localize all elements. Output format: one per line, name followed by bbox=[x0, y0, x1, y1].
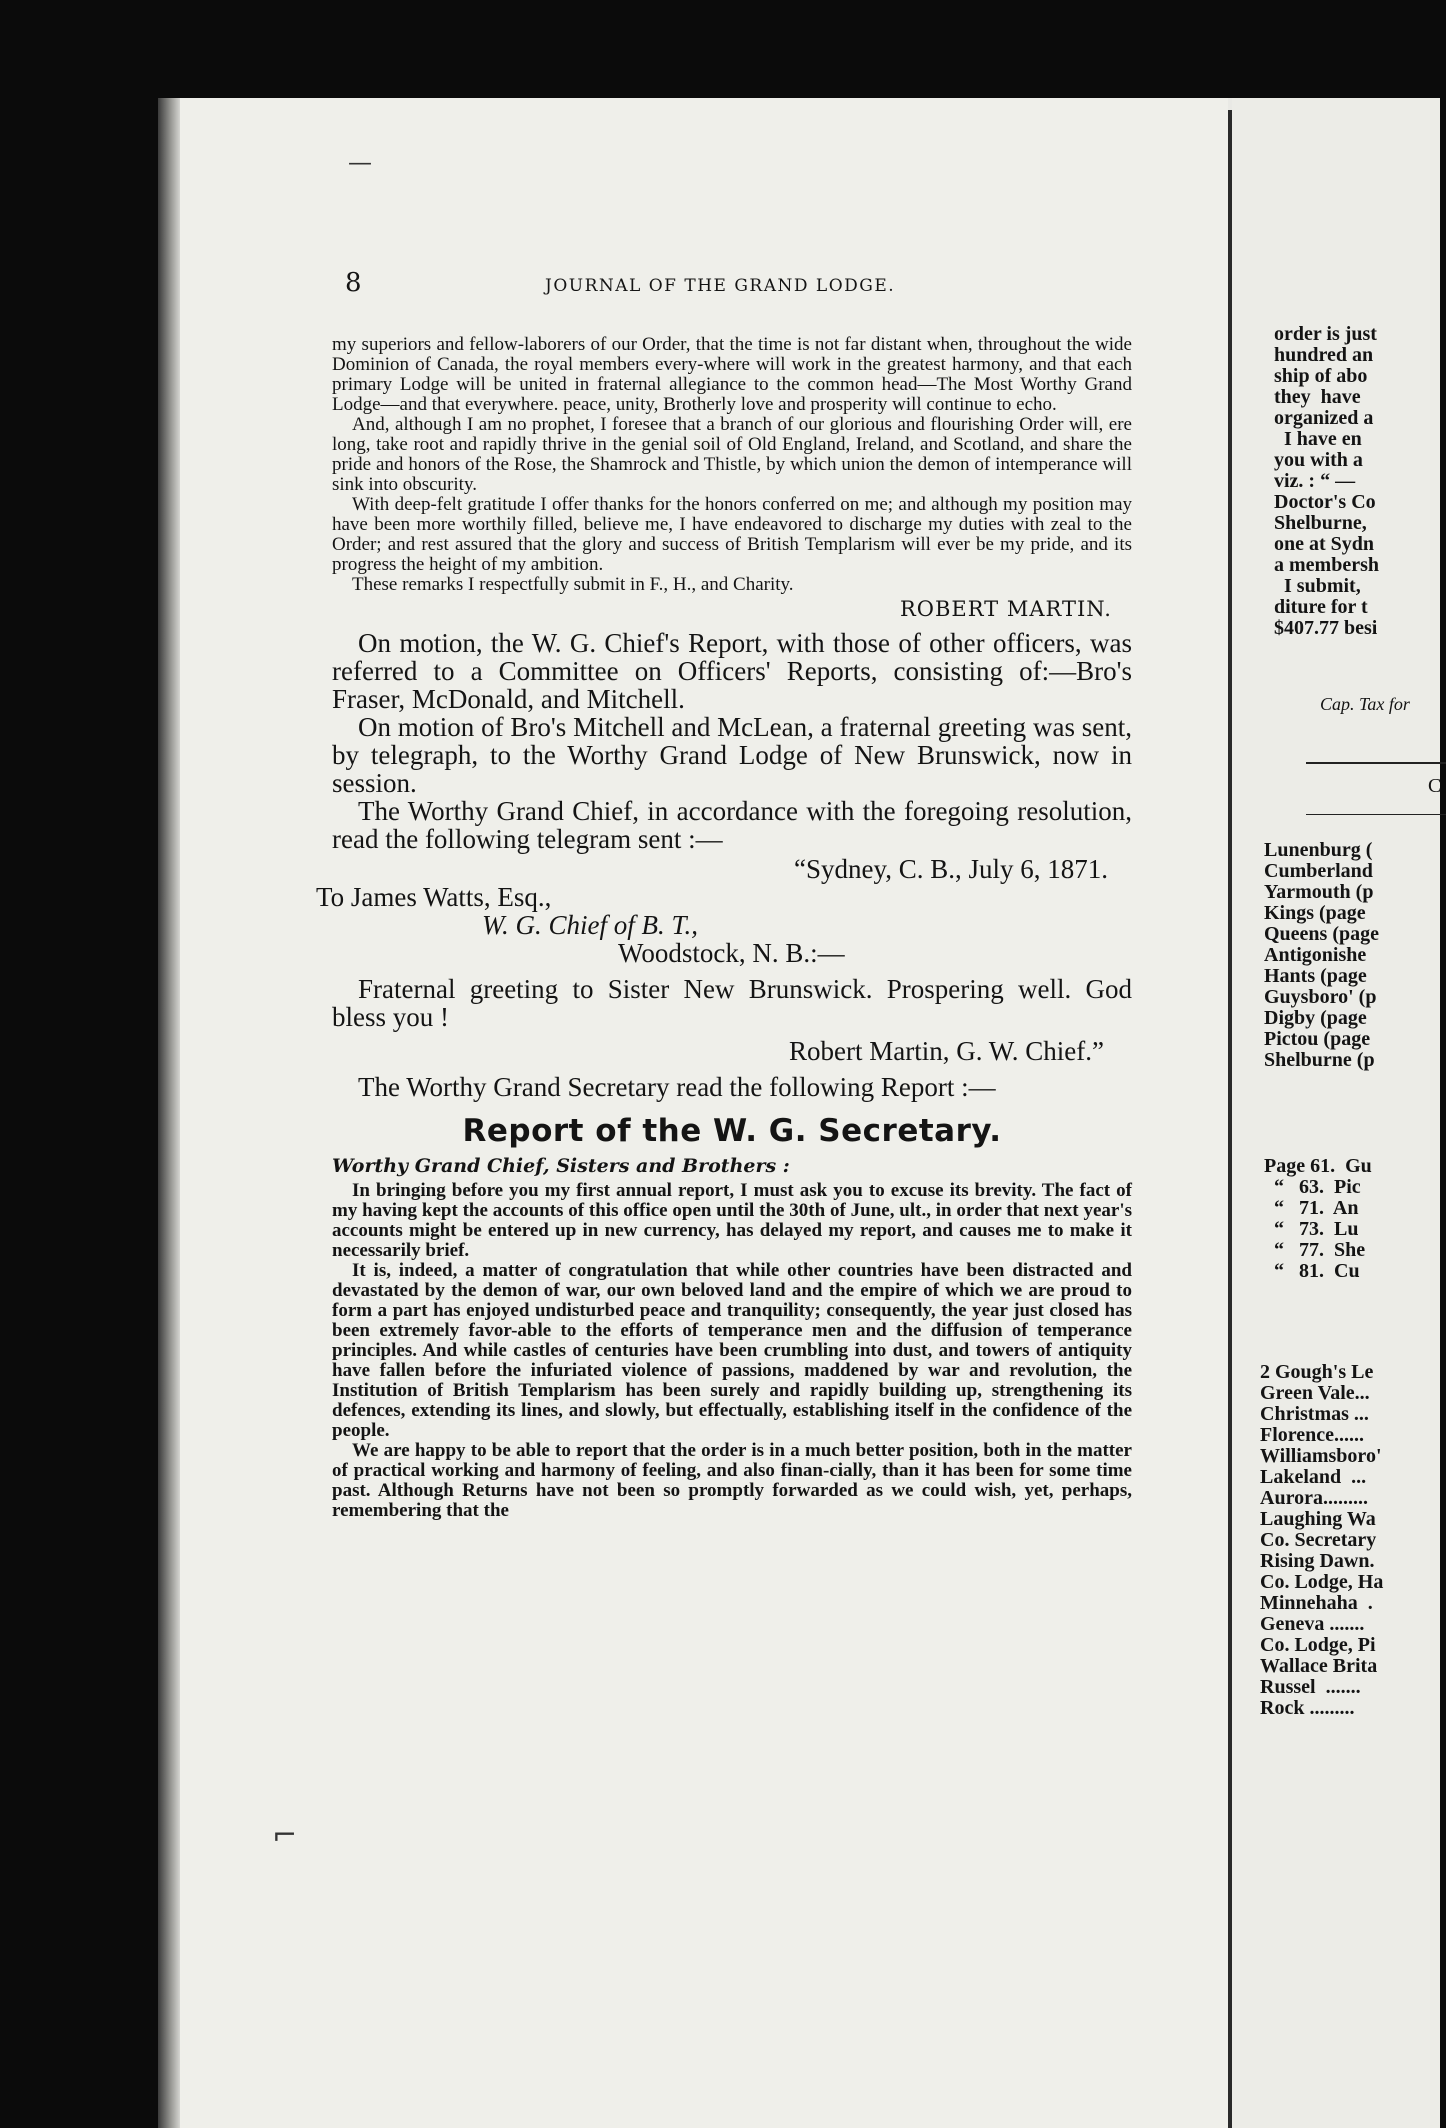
running-head: JOURNAL OF THE GRAND LODGE. bbox=[545, 276, 896, 296]
right-col-line: Laughing Wa bbox=[1260, 1508, 1376, 1530]
right-col-line: Guysboro' (p bbox=[1264, 986, 1377, 1008]
right-col-line: viz. : “ — bbox=[1274, 470, 1356, 492]
cap-tax-label: Cap. Tax for bbox=[1320, 694, 1410, 714]
left-column bbox=[316, 334, 1132, 1521]
signature: ROBERT MARTIN. bbox=[899, 597, 1112, 621]
right-col-line: Rising Dawn. bbox=[1260, 1550, 1375, 1572]
scan-mark: — bbox=[348, 148, 372, 176]
page-header bbox=[345, 268, 1135, 302]
right-col-line: Geneva ....... bbox=[1260, 1613, 1365, 1635]
salutation: Worthy Grand Chief, Sisters and Brothers : bbox=[332, 1155, 790, 1177]
addressee-place: Woodstock, N. B.:— bbox=[618, 938, 845, 968]
right-col-line: “ 81. Cu bbox=[1264, 1260, 1360, 1282]
telegram-signature: Robert Martin, G. W. Chief.” bbox=[789, 1036, 1104, 1066]
right-col-line: “ 77. She bbox=[1264, 1239, 1366, 1261]
right-col-line: Antigonishe bbox=[1264, 944, 1367, 966]
right-col-lines-c bbox=[1264, 1156, 1372, 1282]
right-col-line: organized a bbox=[1274, 407, 1374, 429]
paragraph: my superiors and fellow-laborers of our Order, that the time is not far distant when, throughout the wide Dominion of Canada, the royal members every-where will work in the greatest harmony, and that each primary Lodge will be united in fraternal allegiance to the common head—The Most Worthy Grand Lodge—and that everywhere. peace, unity, Brotherly love and prosperity will continue to echo. bbox=[332, 334, 1132, 415]
addressee-title: W. G. Chief of B. T., bbox=[482, 910, 699, 940]
right-col-line: Shelburne (p bbox=[1264, 1049, 1375, 1071]
paragraph: With deep-felt gratitude I offer thanks for the honors conferred on me; and although my position may have been more worthily filled, believe me, I have endeavored to discharge my duties with zeal to the Order; and rest assured that the glory and success of British Templarism will ever be my pride, and its progress the height of my ambition. bbox=[332, 494, 1132, 575]
right-col-line: “ 73. Lu bbox=[1264, 1218, 1359, 1240]
telegram-date: “Sydney, C. B., July 6, 1871. bbox=[793, 854, 1108, 884]
right-col-line: 2 Gough's Le bbox=[1260, 1361, 1374, 1383]
col-head: C bbox=[1428, 775, 1442, 797]
right-col-line: they have bbox=[1274, 386, 1361, 408]
right-col-line: Yarmouth (p bbox=[1264, 881, 1374, 903]
book-binding bbox=[158, 98, 180, 2128]
right-col-line: I submit, bbox=[1274, 575, 1361, 597]
right-col-line: one at Sydn bbox=[1274, 533, 1375, 555]
right-col-lines-b bbox=[1264, 840, 1379, 1071]
right-col-line: $407.77 besi bbox=[1274, 617, 1378, 639]
paragraph: It is, indeed, a matter of congratulation that while other countries have been distracted and devastated by the demon of war, our own beloved land and the empire of which we are proud to form a part has enjoyed undisturbed peace and tranquility; consequently, the year just closed has been extremely favor-able to the efforts of temperance men and the diffusion of temperance principles. And while castles of centuries have been crumbling into dust, and towers of antiquity have fallen before the infuriated violence of passions, maddened by war and revolution, the Institution of British Templarism has been surely and rapidly building up, strengthening its defences, extending its lines, and slowly, but effectually, establishing itself in the confidence of the people. bbox=[332, 1260, 1132, 1441]
right-col-line: Florence...... bbox=[1260, 1424, 1365, 1446]
right-col-line: Doctor's Co bbox=[1274, 491, 1376, 513]
right-col-line: Williamsboro' bbox=[1260, 1445, 1382, 1467]
paragraph: On motion, the W. G. Chief's Report, with those of other officers, was referred to a Committee on Officers' Reports, consisting of:—Bro's Fraser, McDonald, and Mitchell. bbox=[332, 628, 1132, 714]
right-col-line: Wallace Brita bbox=[1260, 1655, 1378, 1677]
rule bbox=[1306, 814, 1446, 815]
paragraph: These remarks I respectfully submit in F., H., and Charity. bbox=[352, 574, 794, 595]
right-col-line: diture for t bbox=[1274, 596, 1368, 618]
paragraph: In bringing before you my first annual report, I must ask you to excuse its brevity. The fact of my having kept the accounts of this office open until the 30th of June, ult., in order that next year's accounts might be entered up in new currency, has delayed my report, and causes me to make it necessarily brief. bbox=[332, 1180, 1132, 1261]
right-col-line: Cumberland bbox=[1264, 860, 1373, 882]
right-col-line: Pictou (page bbox=[1264, 1028, 1371, 1050]
page-number: 8 bbox=[345, 268, 364, 298]
right-col-line: Digby (page bbox=[1264, 1007, 1367, 1029]
report-title: Report of the W. G. Secretary. bbox=[462, 1113, 1002, 1149]
right-col-line: Page 61. Gu bbox=[1264, 1155, 1372, 1177]
page-gutter bbox=[1228, 110, 1232, 2128]
right-col-line: Russel ....... bbox=[1260, 1676, 1361, 1698]
addressee: To James Watts, Esq., bbox=[316, 882, 552, 912]
right-col-line: Christmas ... bbox=[1260, 1403, 1369, 1425]
right-col-line: I have en bbox=[1274, 428, 1362, 450]
right-col-line: a membersh bbox=[1274, 554, 1379, 576]
right-col-line: Co. Secretary bbox=[1260, 1529, 1377, 1551]
paragraph: The Worthy Grand Secretary read the following Report :— bbox=[358, 1072, 996, 1102]
right-col-lines-a bbox=[1274, 324, 1379, 639]
right-col-line: Lunenburg ( bbox=[1264, 839, 1373, 861]
right-col-line: Queens (page bbox=[1264, 923, 1379, 945]
scan-mark: ⌐ bbox=[272, 1818, 298, 1853]
right-page bbox=[1232, 98, 1440, 2128]
right-col-line: Rock ......... bbox=[1260, 1697, 1355, 1719]
paragraph: The Worthy Grand Chief, in accordance with the foregoing resolution, read the following telegram sent :— bbox=[332, 796, 1132, 854]
paragraph: And, although I am no prophet, I foresee that a branch of our glorious and flourishing Order will, ere long, take root and rapidly thrive in the genial soil of Old England, Ireland, and Scotland, and share the pride and honors of the Rose, the Shamrock and Thistle, by which union the demon of intemperance will sink into obscurity. bbox=[332, 414, 1132, 495]
right-col-line: you with a bbox=[1274, 449, 1363, 471]
right-col-line: “ 63. Pic bbox=[1264, 1176, 1361, 1198]
right-col-line: order is just bbox=[1274, 323, 1377, 345]
telegram-body: Fraternal greeting to Sister New Brunswick. Prospering well. God bless you ! bbox=[332, 974, 1132, 1032]
right-col-lines-d bbox=[1260, 1362, 1383, 1719]
right-col-line: Green Vale... bbox=[1260, 1382, 1370, 1404]
right-col-line: Aurora......... bbox=[1260, 1487, 1368, 1509]
rule bbox=[1306, 762, 1446, 764]
right-col-line: hundred an bbox=[1274, 344, 1374, 366]
right-col-line: Co. Lodge, Ha bbox=[1260, 1571, 1384, 1593]
right-col-line: Shelburne, bbox=[1274, 512, 1372, 534]
right-col-line: ship of abo bbox=[1274, 365, 1368, 387]
right-col-line: Co. Lodge, Pi bbox=[1260, 1634, 1376, 1656]
right-col-line: Kings (page bbox=[1264, 902, 1366, 924]
right-col-line: Hants (page bbox=[1264, 965, 1367, 987]
right-col-line: Minnehaha . bbox=[1260, 1592, 1373, 1614]
paragraph: We are happy to be able to report that the order is in a much better position, both in the matter of practical working and harmony of feeling, and also finan-cially, than it has been for some time past. Although Returns have not been so promptly forwarded as we could wish, yet, perhaps, remembering that the bbox=[332, 1440, 1132, 1521]
paragraph: On motion of Bro's Mitchell and McLean, a fraternal greeting was sent, by telegraph, to the Worthy Grand Lodge of New Brunswick, now in session. bbox=[332, 712, 1132, 798]
right-col-line: “ 71. An bbox=[1264, 1197, 1359, 1219]
right-col-line: Lakeland ... bbox=[1260, 1466, 1367, 1488]
